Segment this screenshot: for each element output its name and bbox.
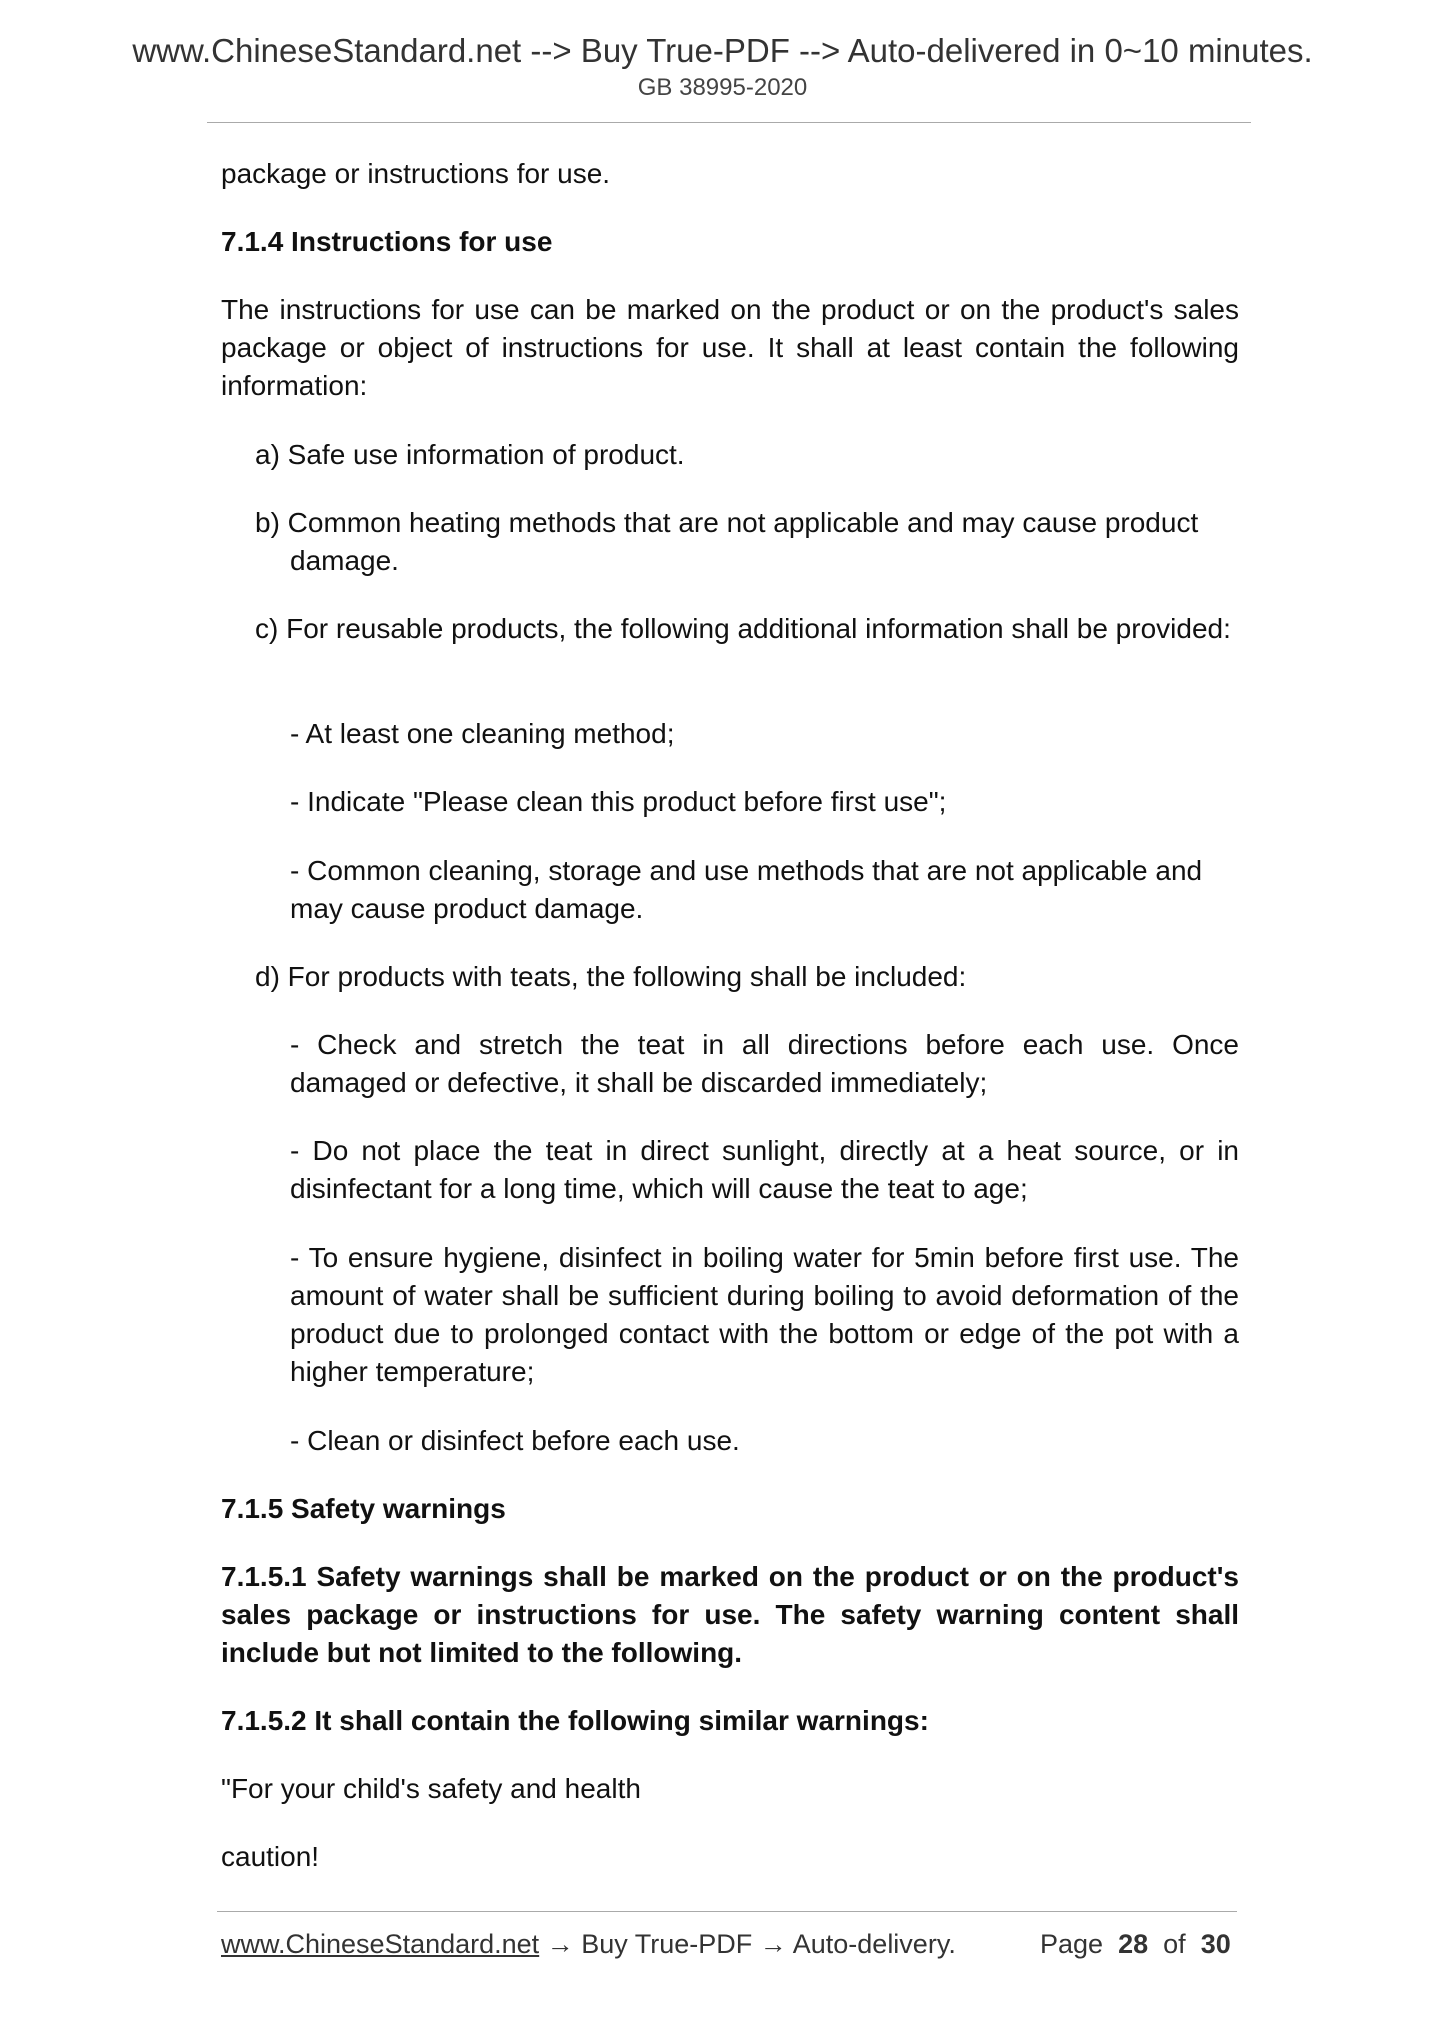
footer-divider: [217, 1911, 1237, 1912]
sub-item-d2: - Do not place the teat in direct sunlight, directly at a heat source, or in disinfectant for a long time, which will cause the teat to age;: [290, 1135, 1239, 1204]
page-indicator: [1040, 1929, 1231, 1960]
paragraph-instructions: The instructions for use can be marked on the product or on the product's sales package or object of instructions for use. It shall at least contain the following information:: [221, 294, 1239, 401]
header-banner: www.ChineseStandard.net --> Buy True-PDF --> Auto-delivered in 0~10 minutes.: [132, 32, 1313, 69]
sub-item-c1: - At least one cleaning method;: [290, 718, 675, 749]
heading-7-1-5-2: 7.1.5.2 It shall contain the following similar warnings:: [221, 1705, 929, 1736]
list-item-b: b) Common heating methods that are not applicable and may cause product damage.: [255, 507, 1199, 576]
heading-7-1-4: 7.1.4 Instructions for use: [221, 226, 553, 257]
sub-item-d1: - Check and stretch the teat in all directions before each use. Once damaged or defective, it shall be discarded immediately;: [290, 1029, 1239, 1098]
list-item-a: a) Safe use information of product.: [255, 439, 685, 470]
list-item-c: c) For reusable products, the following additional information shall be provided:: [255, 613, 1231, 644]
header-divider: [207, 122, 1251, 123]
paragraph-continuation: package or instructions for use.: [221, 158, 611, 189]
footer-link[interactable]: www.ChineseStandard.net: [221, 1929, 540, 1959]
sub-item-c2: - Indicate "Please clean this product before first use";: [290, 786, 947, 817]
warning-quote-line1: "For your child's safety and health: [221, 1773, 641, 1804]
heading-7-1-5: 7.1.5 Safety warnings: [221, 1493, 506, 1524]
footer-tagline: → Buy True-PDF → Auto-delivery.: [539, 1929, 956, 1959]
footer-left: [221, 1929, 956, 1960]
list-item-d: d) For products with teats, the following shall be included:: [255, 961, 967, 992]
page-label: Page: [1040, 1929, 1104, 1959]
standard-number: GB 38995-2020: [637, 74, 808, 101]
sub-item-c3: - Common cleaning, storage and use methods that are not applicable and may cause product damage.: [290, 855, 1203, 924]
heading-7-1-5-1: 7.1.5.1 Safety warnings shall be marked on the product or on the product's sales package or instructions for use. The safety warning content shall include but not limited to the following.: [221, 1561, 1239, 1668]
sub-item-d3: - To ensure hygiene, disinfect in boiling water for 5min before first use. The amount of water shall be sufficient during boiling to avoid deformation of the product due to prolonged contact with the bottom or edge of the pot with a higher temperature;: [290, 1242, 1239, 1387]
of-label: of: [1163, 1929, 1186, 1959]
page-total: 30: [1200, 1929, 1231, 1959]
sub-item-d4: - Clean or disinfect before each use.: [290, 1425, 740, 1456]
warning-quote-line2: caution!: [221, 1841, 320, 1872]
page-number: 28: [1118, 1929, 1149, 1959]
